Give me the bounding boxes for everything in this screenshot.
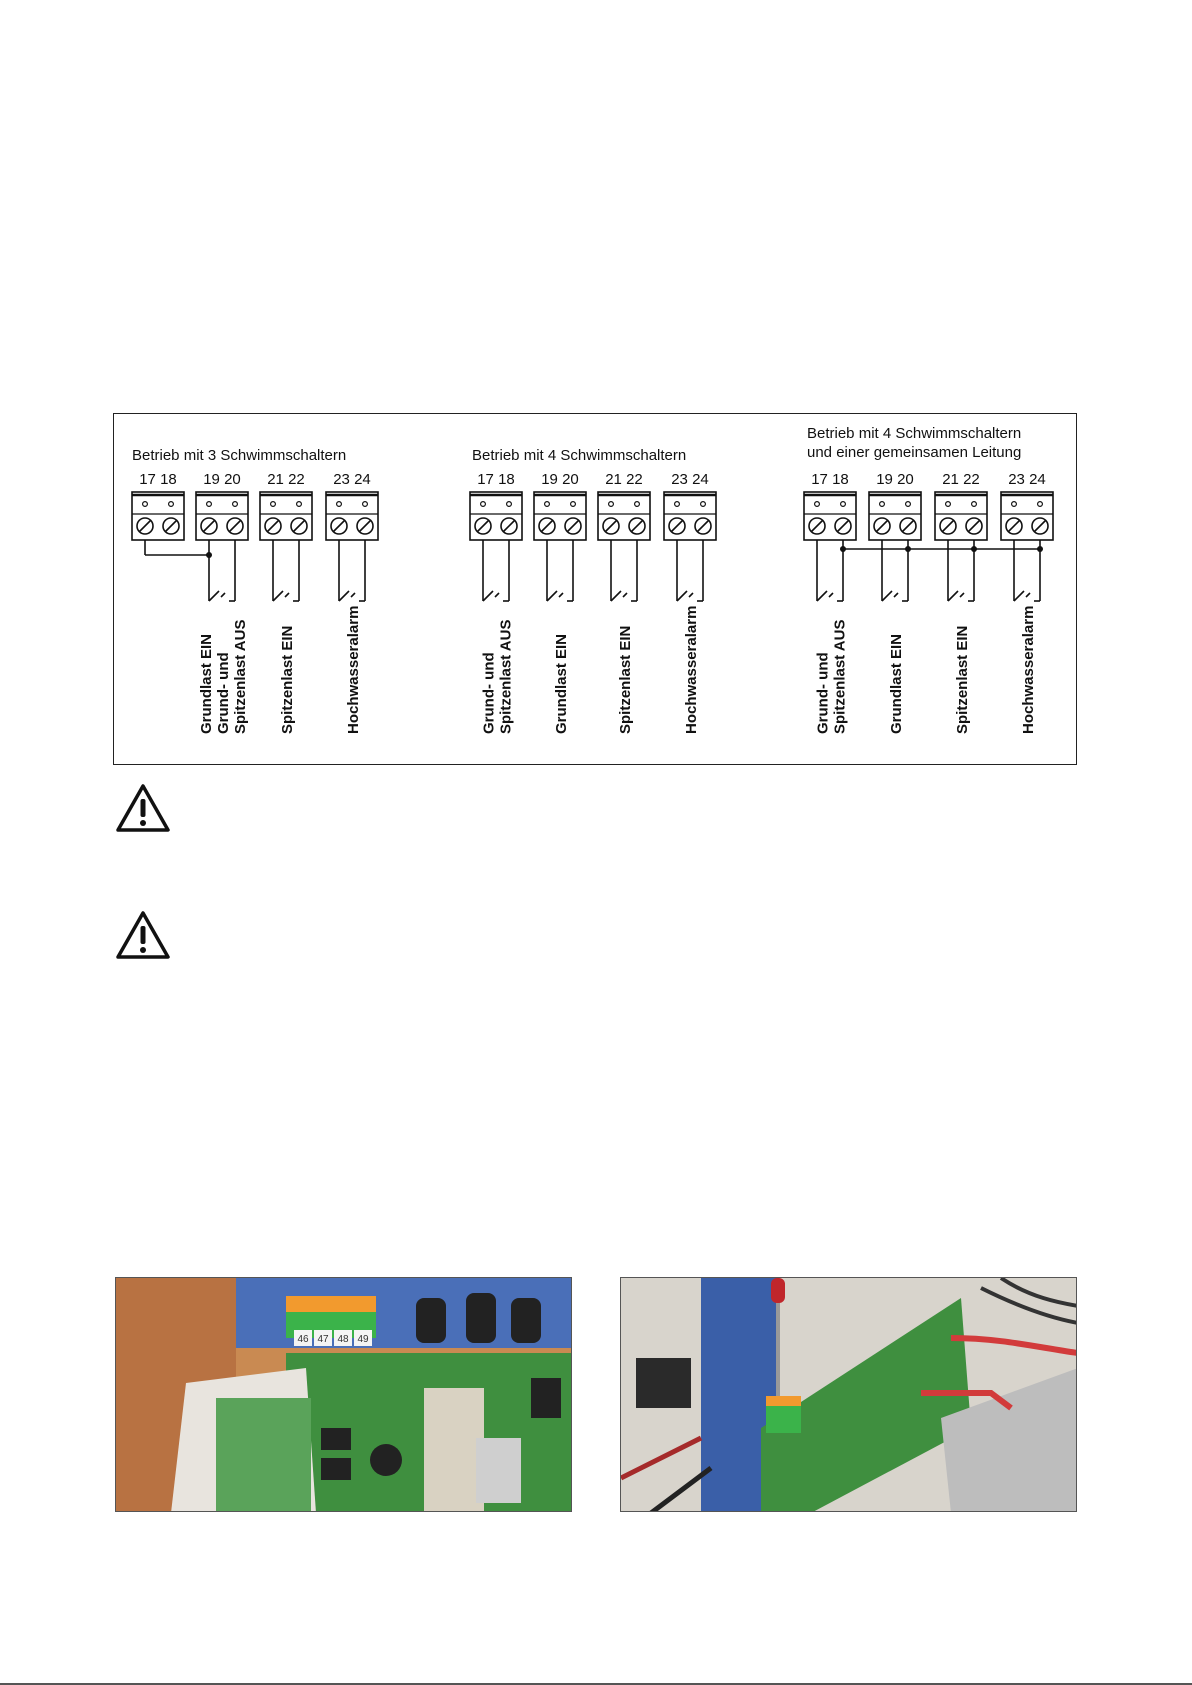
float-switch (351, 593, 355, 597)
terminal-label-47: 47 (317, 1334, 329, 1345)
terminal-numbers: 17 18 (139, 471, 177, 488)
switch-label: Hochwasseralarm (1020, 605, 1037, 734)
switch-label: Spitzenlast AUS (232, 619, 249, 734)
float-switch (894, 593, 898, 597)
switch-label: Spitzenlast AUS (831, 619, 849, 734)
wiring-diagram (113, 413, 1077, 765)
switch-label: Spitzenlast EIN (954, 625, 971, 734)
float-switch (339, 591, 349, 601)
float-switch (559, 593, 563, 597)
terminal-numbers: 23 24 (671, 471, 709, 488)
float-switch (1026, 593, 1030, 597)
junction-dot (971, 546, 977, 552)
float-switch (817, 591, 827, 601)
float-switch (829, 593, 833, 597)
float-switch (611, 591, 621, 601)
group-title-line: Betrieb mit 4 Schwimmschaltern (807, 425, 1022, 442)
group-title-line: Betrieb mit 4 Schwimmschaltern (472, 447, 687, 464)
terminal-group-2 (470, 447, 716, 734)
switch-label: Grund- und (814, 652, 832, 734)
float-switch (285, 593, 289, 597)
switch-label: Grundlast EIN (553, 633, 570, 734)
terminal-numbers: 17 18 (811, 471, 849, 488)
float-switch (547, 591, 557, 601)
terminal-numbers: 23 24 (1008, 471, 1046, 488)
float-switch (948, 591, 958, 601)
switch-label: Hochwasseralarm (345, 605, 362, 734)
float-switch (221, 593, 225, 597)
terminal-numbers: 21 22 (267, 471, 305, 488)
warning-icon (115, 910, 171, 960)
terminal-numbers: 23 24 (333, 471, 371, 488)
terminal-numbers: 19 20 (203, 471, 241, 488)
terminal-label-46: 46 (297, 1334, 309, 1345)
terminal-numbers: 21 22 (942, 471, 980, 488)
warning-icon (115, 783, 171, 833)
switch-label: Grundlast EIN (888, 633, 905, 734)
switch-label: Grund- und (480, 652, 498, 734)
float-switch (623, 593, 627, 597)
switch-label: Spitzenlast EIN (617, 625, 634, 734)
switch-label: Spitzenlast EIN (279, 625, 296, 734)
terminal-label-48: 48 (337, 1334, 349, 1345)
terminal-numbers: 21 22 (605, 471, 643, 488)
group-title-line: Betrieb mit 3 Schwimmschaltern (132, 447, 347, 464)
float-switch (882, 591, 892, 601)
wiring-diagram-svg (114, 414, 1078, 766)
switch-label: Hochwasseralarm (683, 605, 700, 734)
junction-dot (206, 552, 212, 558)
float-switch (209, 591, 219, 601)
terminal-numbers: 17 18 (477, 471, 515, 488)
group-title-line: und einer gemeinsamen Leitung (807, 444, 1022, 461)
junction-dot (905, 546, 911, 552)
terminal-label-49: 49 (357, 1334, 369, 1345)
photo-board-installation (620, 1277, 1077, 1512)
terminal-numbers: 19 20 (876, 471, 914, 488)
float-switch (677, 591, 687, 601)
junction-dot (1037, 546, 1043, 552)
terminal-group-3 (804, 425, 1053, 734)
switch-label: Grund- und (215, 652, 232, 734)
float-switch (1014, 591, 1024, 601)
float-switch (495, 593, 499, 597)
float-switch (483, 591, 493, 601)
float-switch (689, 593, 693, 597)
terminal-numbers: 19 20 (541, 471, 579, 488)
switch-label: Grundlast EIN (198, 633, 215, 734)
terminal-group-1 (132, 447, 378, 734)
photo-controller-board (115, 1277, 572, 1512)
junction-dot (840, 546, 846, 552)
float-switch (960, 593, 964, 597)
float-switch (273, 591, 283, 601)
switch-label: Spitzenlast AUS (497, 619, 515, 734)
